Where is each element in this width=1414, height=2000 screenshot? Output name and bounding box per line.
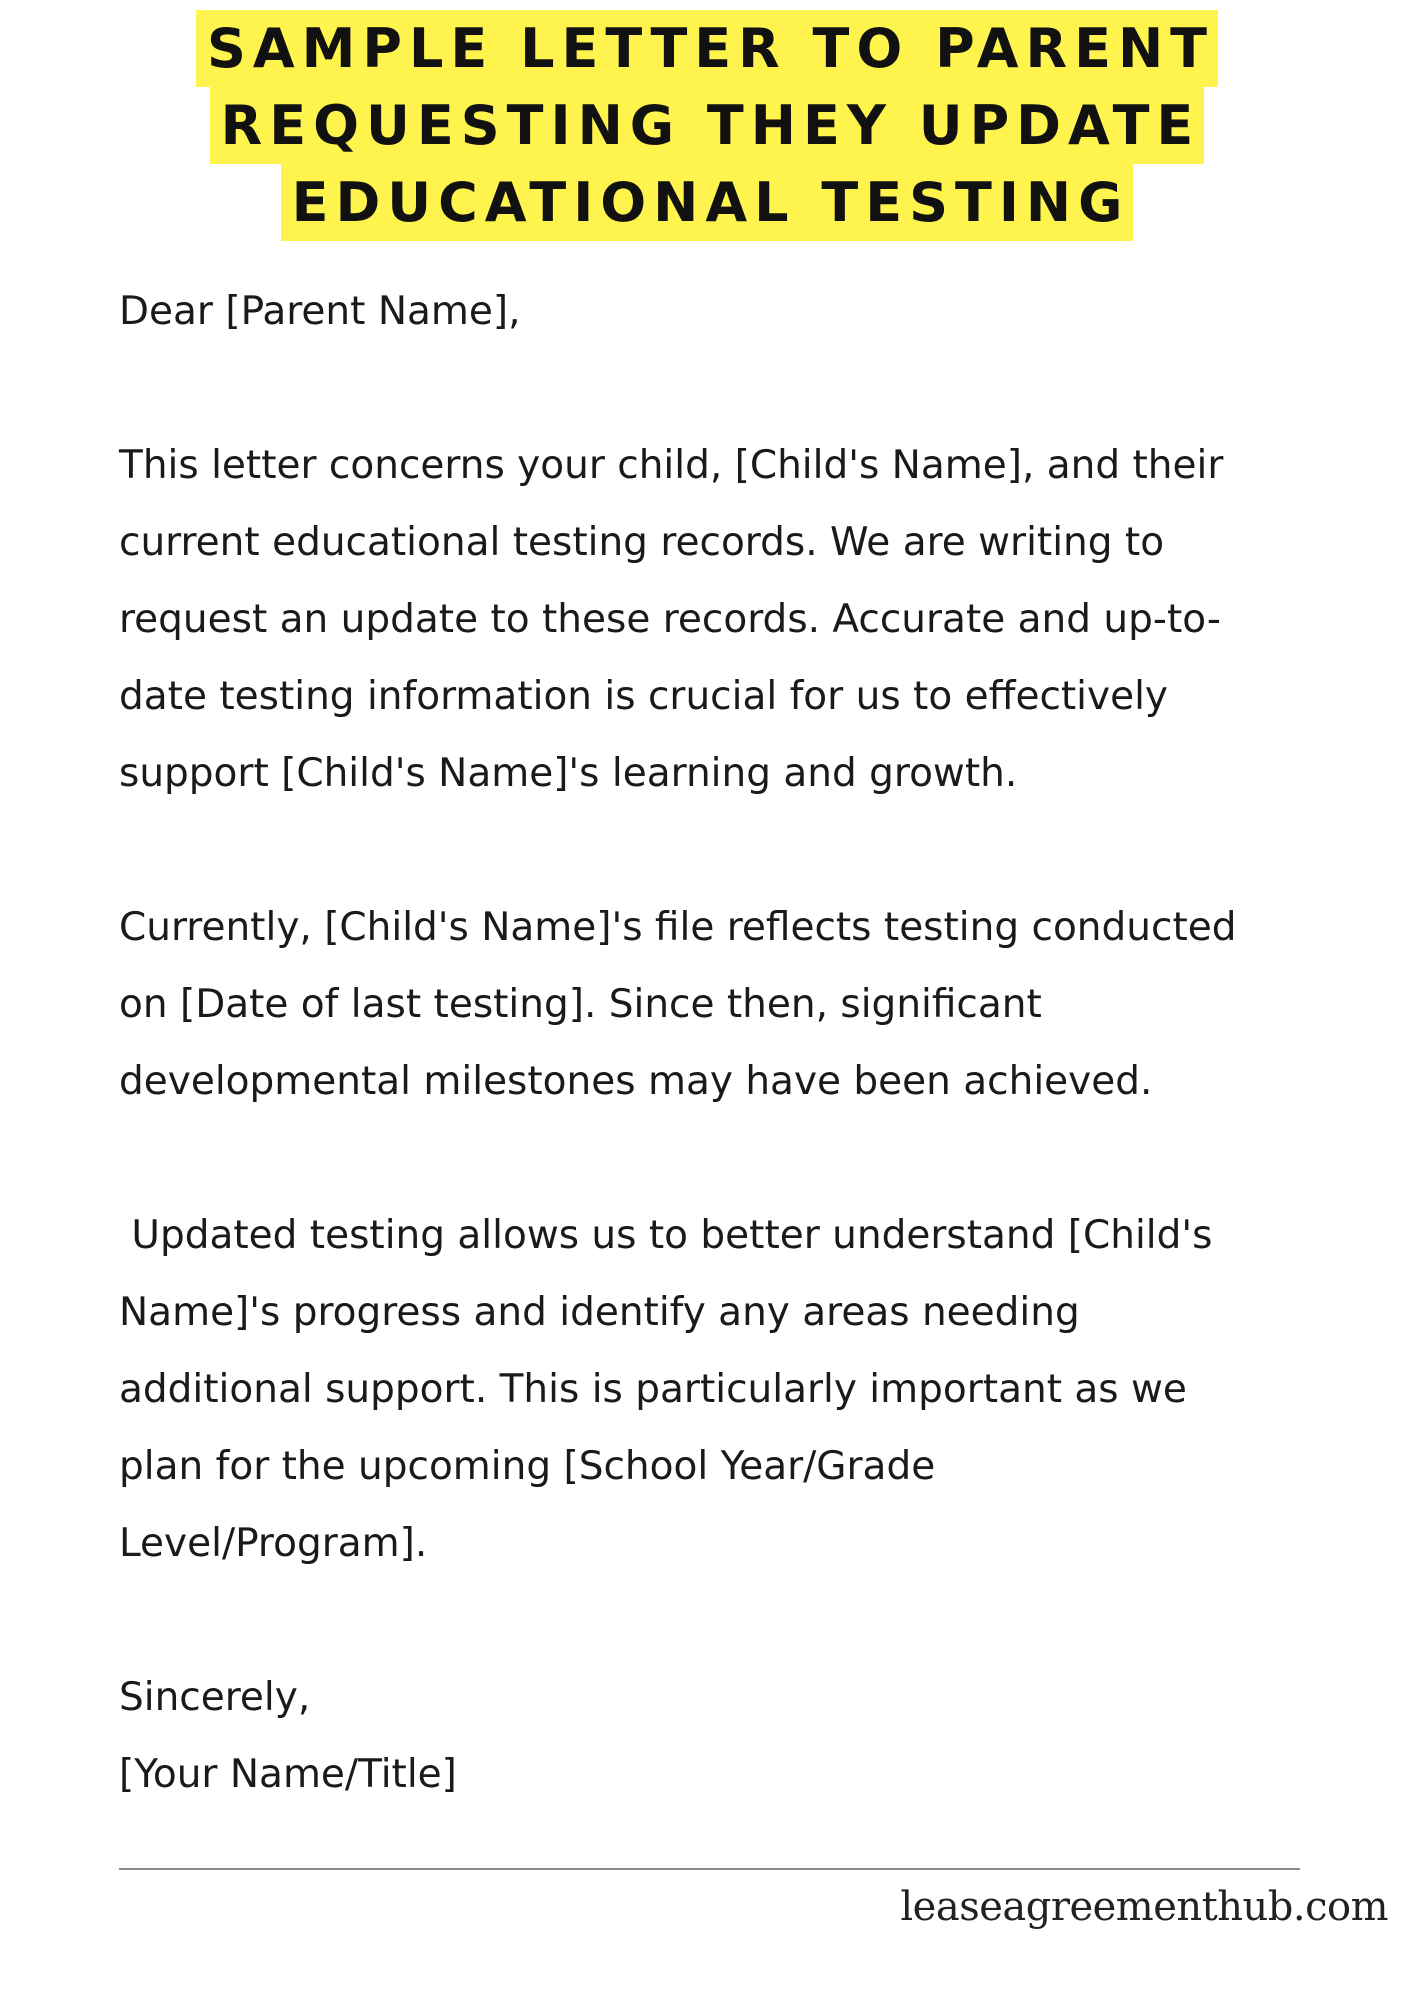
- paragraph-2-line: Currently, [Child's Name]'s file reflects testing conducted: [119, 905, 1237, 950]
- paragraph-2-line: developmental milestones may have been achieved.: [119, 1059, 1153, 1104]
- salutation: Dear [Parent Name],: [119, 289, 521, 334]
- footer-website: leaseagreementhub.com: [900, 1884, 1388, 1930]
- paragraph-2-line: on [Date of last testing]. Since then, significant: [119, 982, 1042, 1027]
- paragraph-3-line: additional support. This is particularly important as we: [119, 1367, 1187, 1412]
- closing: Sincerely,: [119, 1675, 311, 1720]
- paragraph-1-line: request an update to these records. Accurate and up-to-: [119, 597, 1221, 642]
- title-line-2: REQUESTING THEY UPDATE: [210, 87, 1205, 164]
- paragraph-gap: [119, 812, 1359, 889]
- signature: [Your Name/Title]: [119, 1752, 457, 1797]
- paragraph-1-line: This letter concerns your child, [Child's Name], and their: [119, 443, 1224, 488]
- paragraph-3-line: Updated testing allows us to better understand [Child's: [119, 1213, 1213, 1258]
- paragraph-gap: [119, 350, 1359, 427]
- paragraph-gap: [119, 1120, 1359, 1197]
- letter-title: [0, 10, 1414, 241]
- paragraph-gap: [119, 1582, 1359, 1659]
- title-line-1: SAMPLE LETTER TO PARENT: [196, 10, 1218, 87]
- paragraph-1-line: current educational testing records. We are writing to: [119, 520, 1165, 565]
- paragraph-1: [119, 427, 1359, 812]
- paragraph-3-line: Level/Program].: [119, 1521, 428, 1566]
- footer-divider: [119, 1868, 1300, 1870]
- paragraph-1-line: support [Child's Name]'s learning and growth.: [119, 751, 1018, 796]
- paragraph-1-line: date testing information is crucial for us to effectively: [119, 674, 1169, 719]
- title-line-3: EDUCATIONAL TESTING: [281, 164, 1134, 241]
- paragraph-2: [119, 889, 1359, 1120]
- letter-body: [119, 273, 1359, 1813]
- paragraph-3-line: plan for the upcoming [School Year/Grade: [119, 1444, 936, 1489]
- paragraph-3: [119, 1197, 1359, 1582]
- paragraph-3-line: Name]'s progress and identify any areas needing: [119, 1290, 1080, 1335]
